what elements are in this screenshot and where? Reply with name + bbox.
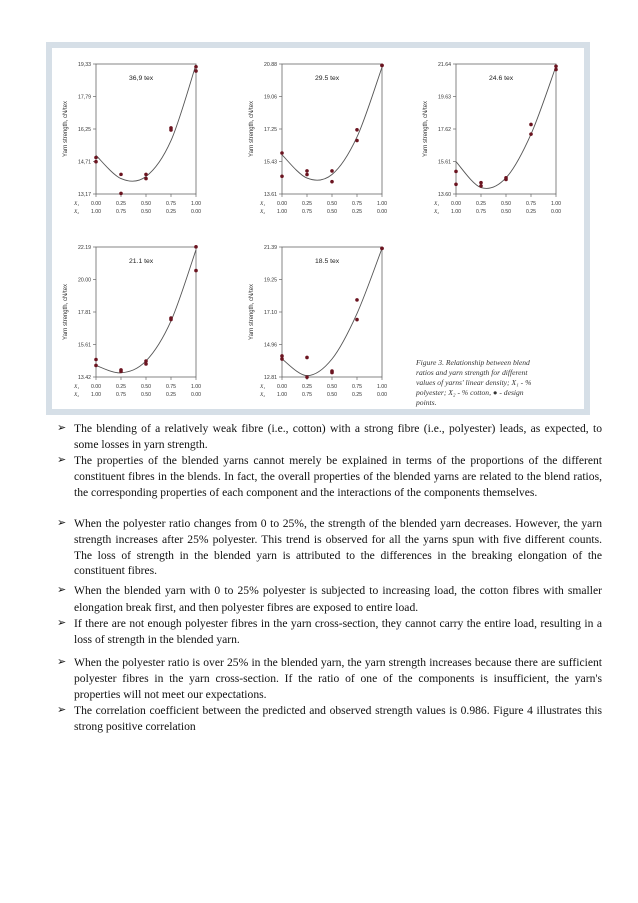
data-point xyxy=(355,139,359,143)
data-point xyxy=(94,156,98,160)
y-axis-label: Yarn strength, cN/tex xyxy=(63,284,69,340)
data-point xyxy=(380,64,384,68)
x2-axis-label: X₂ xyxy=(260,392,266,398)
caption-line: points. xyxy=(416,398,437,407)
x2-tick-label: 0.75 xyxy=(301,209,313,215)
data-point xyxy=(529,123,533,127)
y-tick-label: 13.60 xyxy=(438,192,451,198)
data-point xyxy=(119,370,123,374)
y-tick-label: 17.62 xyxy=(438,127,451,133)
bullet-2: ➢ The properties of the blended yarns cannot merely be explained in terms of the proportions of the different constituent fibres in the blends. In fact, the overall properties of the blended yarns are related to the blend ratios, the corresponding properties of each component and the interactions of the components themselves. xyxy=(57,454,602,499)
x1-tick-label: 0.00 xyxy=(276,384,288,390)
x2-tick-label: 0.75 xyxy=(115,209,127,215)
data-point xyxy=(305,173,309,177)
x1-tick-label: 0.50 xyxy=(140,201,152,207)
data-point xyxy=(454,182,458,186)
y-axis-label: Yarn strength, cN/tex xyxy=(63,101,69,157)
data-point xyxy=(504,176,508,180)
x1-tick-label: 0.25 xyxy=(301,201,313,207)
data-point xyxy=(144,359,148,363)
arrow-bullet-icon: ➢ xyxy=(57,584,67,596)
data-point xyxy=(119,192,123,196)
x2-tick-label: 0.00 xyxy=(376,209,388,215)
x2-tick-label: 0.50 xyxy=(326,392,338,398)
x1-axis-label: X₁ xyxy=(74,201,80,207)
y-axis-label: Yarn strength, cN/tex xyxy=(249,101,255,157)
data-point xyxy=(305,169,309,173)
plot-title: 36,9 tex xyxy=(129,75,154,82)
x1-tick-label: 0.25 xyxy=(301,384,313,390)
x2-axis-label: X₂ xyxy=(74,209,80,215)
x2-tick-label: 0.75 xyxy=(301,392,313,398)
x2-tick-label: 0.25 xyxy=(351,209,363,215)
bullet-4: ➢ When the blended yarn with 0 to 25% polyester is subjected to increasing load, the cotton fibres with smaller elongation break first, and then polyester fibres are exposed to entire load. xyxy=(57,584,602,614)
arrow-bullet-icon: ➢ xyxy=(57,454,67,466)
x2-tick-label: 0.75 xyxy=(475,209,487,215)
data-point xyxy=(454,170,458,174)
data-point xyxy=(144,177,148,181)
x1-tick-label: 0.00 xyxy=(90,384,102,390)
plot-title: 21.1 tex xyxy=(129,258,154,265)
bullet-6: ➢ When the polyester ratio is over 25% in the blended yarn, the yarn strength increases because there are sufficient polyester fibres in the yarn cross-section. If the ratio of one of the components is insufficient, the yarn's properties will not meet our expectations. xyxy=(57,656,602,701)
data-point xyxy=(194,269,198,273)
caption-line: Figure 3. Relationship between blend xyxy=(416,358,530,367)
y-tick-label: 19,33 xyxy=(78,62,91,68)
bullet-7: ➢ The correlation coefficient between the predicted and observed strength values is 0.986. Figure 4 illustrates this strong positive correlation xyxy=(57,704,602,733)
x1-tick-label: 0.50 xyxy=(326,384,338,390)
y-tick-label: 15.61 xyxy=(78,342,91,349)
y-tick-label: 15.43 xyxy=(264,159,277,166)
x2-tick-label: 1.00 xyxy=(90,209,102,215)
x2-tick-label: 1.00 xyxy=(450,209,462,215)
caption-line: values of yarns' linear density; X₁ - % xyxy=(416,378,532,387)
plot-title: 24.6 tex xyxy=(489,75,514,82)
x2-tick-label: 0.25 xyxy=(165,392,177,398)
x1-tick-label: 0.50 xyxy=(326,201,338,207)
x1-tick-label: 0.25 xyxy=(475,201,487,207)
y-tick-label: 20.88 xyxy=(264,62,277,68)
x1-tick-label: 0.00 xyxy=(276,201,288,207)
caption-line: ratios and yarn strength for different xyxy=(416,368,528,377)
x2-tick-label: 0.00 xyxy=(190,392,202,398)
data-point xyxy=(479,181,483,185)
x2-tick-label: 0.25 xyxy=(525,209,537,215)
x1-tick-label: 0.75 xyxy=(165,384,177,390)
x1-tick-label: 0.75 xyxy=(351,201,363,207)
x1-axis-label: X₁ xyxy=(74,384,80,390)
y-tick-label: 17.81 xyxy=(78,310,91,316)
arrow-bullet-icon: ➢ xyxy=(57,517,67,529)
x1-tick-label: 0.25 xyxy=(115,201,127,207)
data-point xyxy=(529,132,533,136)
data-point xyxy=(194,69,198,73)
y-tick-label: 14.96 xyxy=(264,342,277,349)
x1-tick-label: 0.00 xyxy=(90,201,102,207)
data-point xyxy=(554,64,558,68)
x2-tick-label: 1.00 xyxy=(276,392,288,398)
x1-tick-label: 1.00 xyxy=(376,201,388,207)
arrow-bullet-icon: ➢ xyxy=(57,704,67,716)
y-tick-label: 17.25 xyxy=(264,127,277,133)
data-point xyxy=(169,128,173,132)
y-axis-label: Yarn strength, cN/tex xyxy=(423,101,429,157)
x2-tick-label: 0.50 xyxy=(326,209,338,215)
arrow-bullet-icon: ➢ xyxy=(57,617,67,629)
data-point xyxy=(355,128,359,132)
y-tick-label: 19.63 xyxy=(438,94,451,101)
figure-panel xyxy=(52,48,584,409)
data-point xyxy=(144,173,148,177)
x2-tick-label: 0.50 xyxy=(500,209,512,215)
data-point xyxy=(119,173,123,177)
x1-tick-label: 1.00 xyxy=(376,384,388,390)
data-point xyxy=(94,364,98,368)
x1-tick-label: 0.75 xyxy=(525,201,537,207)
data-point xyxy=(554,68,558,72)
x1-axis-label: X₁ xyxy=(434,201,440,207)
data-point xyxy=(330,369,334,373)
x1-tick-label: 1.00 xyxy=(550,201,562,207)
y-tick-label: 22.19 xyxy=(78,245,91,251)
bullet-5: ➢ If there are not enough polyester fibres in the yarn cross-section, they cannot carry the entire load, resulting in a loss of strength in the blended yarn. xyxy=(57,617,602,646)
data-point xyxy=(330,180,334,184)
plot-title: 18.5 tex xyxy=(315,258,340,265)
data-point xyxy=(94,358,98,362)
x1-tick-label: 0.00 xyxy=(450,201,462,207)
x1-tick-label: 0.25 xyxy=(115,384,127,390)
data-point xyxy=(305,375,309,379)
y-tick-label: 21.39 xyxy=(264,245,277,251)
y-axis-label: Yarn strength, cN/tex xyxy=(249,284,255,340)
x2-axis-label: X₂ xyxy=(260,209,266,215)
figure-svg xyxy=(46,42,590,415)
figure-3 xyxy=(46,42,590,415)
x2-tick-label: 1.00 xyxy=(90,392,102,398)
data-point xyxy=(305,356,309,360)
x1-tick-label: 1.00 xyxy=(190,201,202,207)
y-tick-label: 12.81 xyxy=(264,375,277,381)
arrow-bullet-icon: ➢ xyxy=(57,656,67,668)
data-point xyxy=(280,354,284,358)
data-point xyxy=(355,298,359,302)
bullet-1: ➢ The blending of a relatively weak fibre (i.e., cotton) with a strong fibre (i.e., polyester) leads, as expected, to some losses in yarn strength. xyxy=(57,422,602,451)
x2-tick-label: 0.75 xyxy=(115,392,127,398)
x2-tick-label: 1.00 xyxy=(276,209,288,215)
x1-tick-label: 0.50 xyxy=(500,201,512,207)
y-tick-label: 19.25 xyxy=(264,277,277,284)
data-point xyxy=(94,160,98,164)
x2-axis-label: X₂ xyxy=(74,392,80,398)
plot-title: 29.5 tex xyxy=(315,75,340,82)
caption-line: polyester; X₂ - % cotton, ● - design xyxy=(416,388,524,397)
y-tick-label: 16,25 xyxy=(78,127,91,133)
x2-tick-label: 0.50 xyxy=(140,209,152,215)
data-point xyxy=(194,245,198,249)
y-tick-label: 17.10 xyxy=(264,310,277,316)
x1-axis-label: X₁ xyxy=(260,201,266,207)
data-point xyxy=(280,174,284,178)
x1-tick-label: 0.75 xyxy=(351,384,363,390)
y-tick-label: 19.06 xyxy=(264,94,277,101)
data-point xyxy=(355,318,359,322)
x2-tick-label: 0.50 xyxy=(140,392,152,398)
x1-tick-label: 0.75 xyxy=(165,201,177,207)
x2-tick-label: 0.00 xyxy=(190,209,202,215)
y-tick-label: 13.61 xyxy=(264,192,277,198)
data-point xyxy=(169,316,173,320)
bullet-3: ➢ When the polyester ratio changes from 0 to 25%, the strength of the blended yarn decreases. However, the yarn strength increases after 25% polyester. This trend is observed for all the yarns spun with five different counts. The loss of strength in the blended yarn is attributed to the differences in the breaking elongation of the constituent fibres. xyxy=(57,517,602,578)
y-tick-label: 21.64 xyxy=(438,62,451,68)
x2-tick-label: 0.00 xyxy=(376,392,388,398)
x2-tick-label: 0.25 xyxy=(351,392,363,398)
data-point xyxy=(280,151,284,155)
y-tick-label: 14,71 xyxy=(78,159,91,166)
x1-tick-label: 0.50 xyxy=(140,384,152,390)
y-tick-label: 15.61 xyxy=(438,159,451,166)
x2-tick-label: 0.25 xyxy=(165,209,177,215)
y-tick-label: 17,79 xyxy=(78,94,91,101)
data-point xyxy=(194,65,198,69)
x2-tick-label: 0.00 xyxy=(550,209,562,215)
y-tick-label: 13,17 xyxy=(78,192,91,198)
x1-tick-label: 1.00 xyxy=(190,384,202,390)
data-point xyxy=(479,184,483,188)
y-tick-label: 20.00 xyxy=(78,277,91,284)
y-tick-label: 13.42 xyxy=(78,375,91,381)
data-point xyxy=(330,169,334,173)
arrow-bullet-icon: ➢ xyxy=(57,422,67,434)
x2-axis-label: X₂ xyxy=(434,209,440,215)
x1-axis-label: X₁ xyxy=(260,384,266,390)
data-point xyxy=(380,247,384,251)
